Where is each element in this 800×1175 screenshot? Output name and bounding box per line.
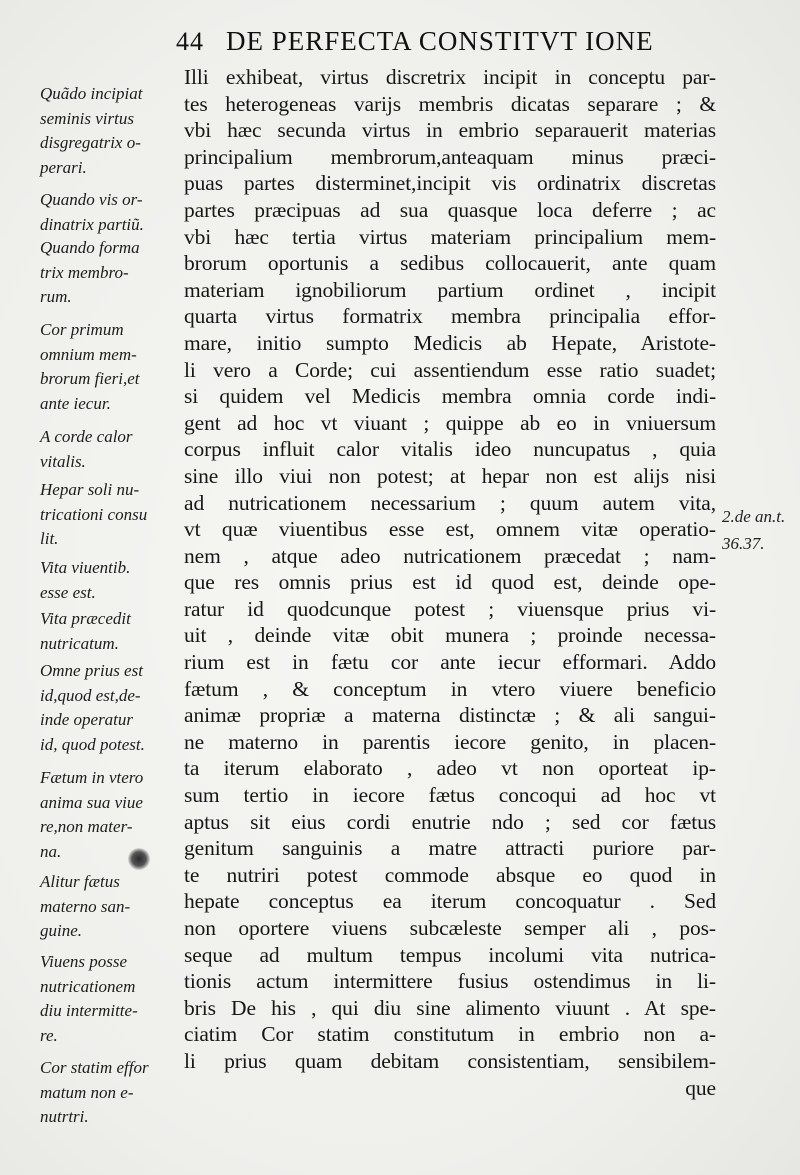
margin-note: A corde calor vitalis. [40, 427, 133, 471]
text-line: animæ propriæ a materna distinctæ ; & ali sangui- [184, 703, 716, 728]
text-line: vt quæ viuentibus esse est, omnem vitæ operatio- [184, 517, 716, 542]
margin-note: Vita viuentib. esse est. [40, 558, 131, 602]
page-number: 44 [176, 27, 204, 56]
text-line: gent ad hoc vt viuant ; quippe ab eo in vniuersum [184, 410, 716, 435]
text-line: que res omnis prius est id quod est, deinde ope- [184, 570, 716, 595]
text-line: quarta virtus formatrix membra principalia effor- [184, 304, 716, 329]
text-line: genitum sanguinis a matre attracti puriore par- [184, 836, 716, 861]
right-margin-reference: 2.de an.t. 36.37. [722, 507, 786, 553]
text-line: seque ad multum tempus incolumi vita nutrica- [184, 942, 716, 967]
text-line: vbi hæc secunda virtus in embrio separauerit materias [184, 118, 716, 143]
text-line: aptus sit eius cordi enutrie ndo ; sed cor fætus [184, 809, 716, 834]
text-line: ciatim Cor statim constitutum in embrio non a- [184, 1022, 716, 1047]
text-line: Illi exhibeat, virtus discretrix incipit in conceptu par- [184, 65, 716, 89]
margin-note: Quando vis or- dinatrix partiũ. [40, 190, 144, 234]
text-line: materiam ignobiliorum partium ordinet , incipit [184, 277, 716, 302]
text-line: non oportere viuens subcæleste semper ali , pos- [184, 916, 716, 940]
margin-note: Viuens posse nutricationem diu intermitte- re. [40, 952, 138, 1045]
text-line: hepate conceptus ea iterum concoquatur . Sed [184, 889, 716, 914]
text-line: nem , atque adeo nutricationem præcedat ; nam- [184, 543, 716, 568]
text-line: li prius quam debitam consistentiam, sensibilem- [184, 1048, 716, 1073]
main-text-block [184, 64, 716, 1101]
text-line: brorum oportunis a sedibus collocauerit, ante quam [184, 251, 716, 276]
text-line: tes heterogeneas varijs membris dicatas separare ; & [184, 91, 716, 116]
text-line: vbi hæc tertia virtus materiam principalium mem- [184, 224, 716, 249]
running-header [176, 26, 676, 60]
margin-note: Quãdo incipiat seminis virtus disgregatrix o- perari. [40, 84, 143, 177]
text-line: principalium membrorum,anteaquam minus præci- [184, 144, 716, 169]
text-line: sine illo viui non potest; at hepar non est alijs nisi [184, 463, 716, 488]
catchword: que [685, 1075, 716, 1100]
text-line: te nutriri potest commode absque eo quod in [184, 862, 716, 887]
text-line: ad nutricationem necessarium ; quum autem vita, [184, 490, 716, 515]
margin-note: Cor statim effor matum non e- nutrtri. [40, 1058, 149, 1126]
margin-note: Cor primum omnium mem- brorum fieri,et ante iecur. [40, 320, 140, 413]
margin-note: Omne prius est id,quod est,de- inde operatur id, quod potest. [40, 661, 145, 754]
text-line: puas partes disterminet,incipit vis ordinatrix discretas [184, 171, 716, 196]
text-line: si quidem vel Medicis membra omnia corde indi- [184, 384, 716, 409]
margin-note: Fætum in vtero anima sua viue re,non mater- na. [40, 768, 144, 861]
text-line: ratur id quodcunque potest ; viuensque prius vi- [184, 596, 716, 621]
text-line: ne materno in parentis iecore genito, in placen- [184, 729, 716, 754]
text-line: fætum , & conceptum in vtero viuere beneficio [184, 676, 716, 701]
margin-note: Hepar soli nu- tricationi consu lit. [40, 480, 148, 548]
margin-note: Alitur fætus materno san- guine. [40, 872, 131, 940]
text-line: bris De his , qui diu sine alimento viuunt . At spe- [184, 995, 716, 1020]
ink-blot [128, 848, 150, 870]
margin-note: Quando forma trix membro- rum. [40, 238, 140, 306]
text-line: uit , deinde vitæ obit munera ; proinde necessa- [184, 623, 716, 648]
text-line: partes præcipuas ad sua quasque loca deferre ; ac [184, 197, 716, 222]
text-line: mare, initio sumpto Medicis ab Hepate, Aristote- [184, 330, 716, 355]
running-title: DE PERFECTA CONSTITVT IONE [226, 26, 654, 56]
text-line: li vero a Corde; cui assentiendum esse ratio suadet; [184, 357, 716, 382]
text-line: corpus influit calor vitalis ideo nuncupatus , quia [184, 437, 716, 462]
margin-note: Vita præcedit nutricatum. [40, 609, 131, 653]
text-line: rium est in fætu cor ante iecur efformari. Addo [184, 650, 716, 675]
text-line: sum tertio in iecore fætus concoqui ad hoc vt [184, 783, 716, 808]
text-line: tionis actum intermittere fusius ostendimus in li- [184, 969, 716, 994]
text-line: ta iterum elaborato , adeo vt non oporteat ip- [184, 756, 716, 781]
